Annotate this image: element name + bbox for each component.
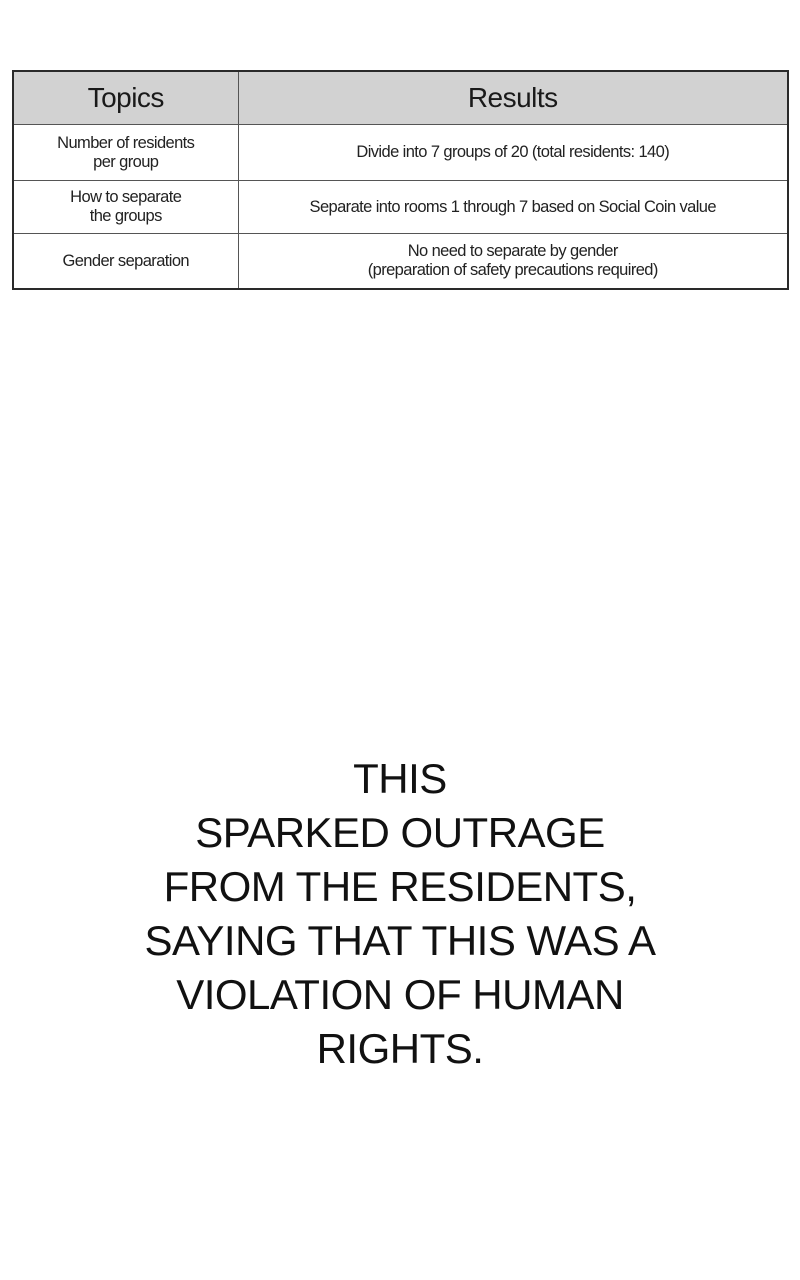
narration-line: THIS bbox=[353, 755, 447, 802]
table-row bbox=[13, 234, 788, 290]
result-cell: Divide into 7 groups of 20 (total residents: 140) bbox=[238, 125, 788, 181]
table-row bbox=[13, 181, 788, 234]
narration-line: SPARKED OUTRAGE bbox=[195, 809, 605, 856]
table-row bbox=[13, 125, 788, 181]
narration-line: RIGHTS. bbox=[316, 1025, 484, 1072]
narration-line: SAYING THAT THIS WAS A bbox=[144, 917, 656, 964]
result-cell: Separate into rooms 1 through 7 based on Social Coin value bbox=[238, 181, 788, 234]
table-header bbox=[13, 71, 788, 125]
narration-text bbox=[0, 752, 800, 1076]
narration-line: VIOLATION OF HUMAN bbox=[176, 971, 624, 1018]
topic-cell: Number of residents per group bbox=[13, 125, 238, 181]
narration-line: FROM THE RESIDENTS, bbox=[163, 863, 637, 910]
topic-cell: How to separate the groups bbox=[13, 181, 238, 234]
table-header-row bbox=[13, 71, 788, 125]
results-table bbox=[12, 70, 789, 290]
header-topics: Topics bbox=[13, 71, 238, 125]
result-cell: No need to separate by gender (preparation of safety precautions required) bbox=[238, 234, 788, 290]
header-results: Results bbox=[238, 71, 788, 125]
topic-cell: Gender separation bbox=[13, 234, 238, 290]
table-body bbox=[13, 125, 788, 290]
